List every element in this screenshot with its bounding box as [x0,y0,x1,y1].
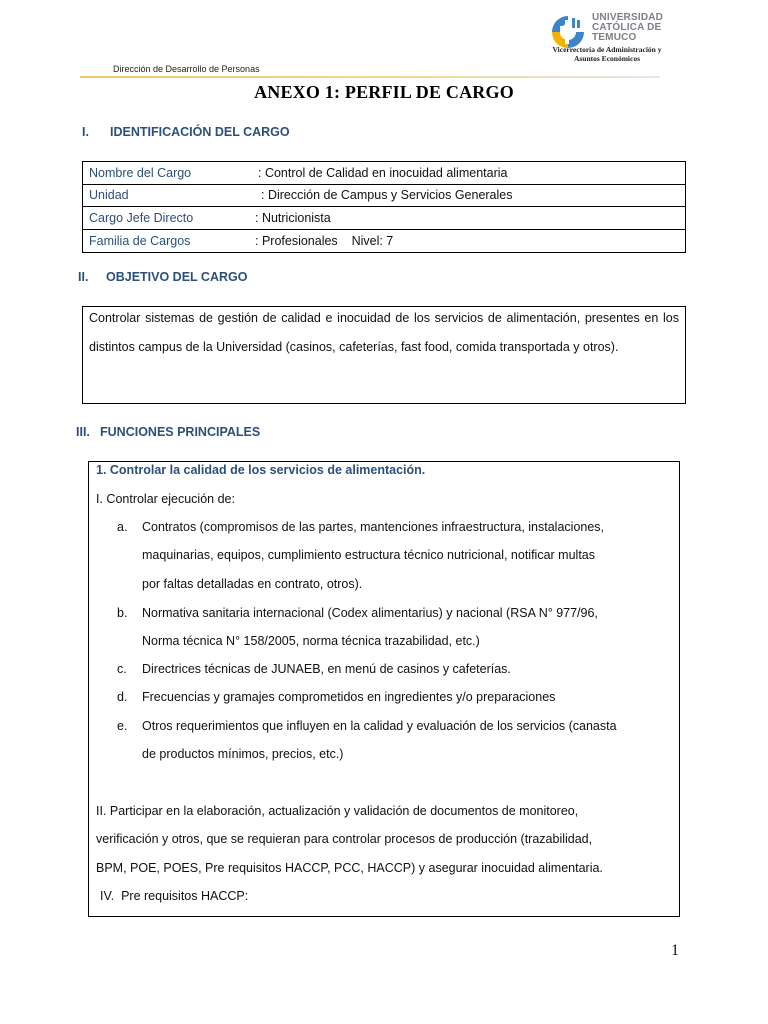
list-item: Norma técnica N° 158/2005, norma técnica trazabilidad, etc.) [142,634,480,648]
page-header [0,0,768,90]
objective-box [82,306,686,404]
header-divider [80,76,660,78]
vicerrectoria-name: Vicerrectoría de Administración y Asuntos Económicos [552,45,662,63]
list-item: maquinarias, equipos, cumplimiento estructura técnico nutricional, notificar multas [142,548,595,562]
list-marker: b. [117,606,128,620]
row-label: Unidad [89,188,129,203]
row-label: Cargo Jefe Directo [89,210,194,225]
list-marker: c. [117,662,127,676]
sub-item-ii-line: II. Participar en la elaboración, actualización y validación de documentos de monitoreo, [96,804,579,818]
sub-item-ii-line: verificación y otros, que se requieran para controlar procesos de producción (trazabilidad, [96,832,593,846]
function-title: 1. Controlar la calidad de los servicios de alimentación. [96,463,426,477]
row-label: Familia de Cargos [89,233,191,248]
section-funciones-heading: III. FUNCIONES PRINCIPALES [76,425,261,439]
sub-item-i: I. Controlar ejecución de: [96,492,235,506]
list-marker: e. [117,719,128,733]
table-row [83,185,685,208]
list-item: de productos mínimos, precios, etc.) [142,747,344,761]
table-row [83,162,685,185]
list-item: Normativa sanitaria internacional (Codex alimentarius) y nacional (RSA N° 977/96, [142,606,598,620]
list-marker: a. [117,520,128,534]
list-item: por faltas detalladas en contrato, otros). [142,577,363,591]
department-name: Dirección de Desarrollo de Personas [113,64,260,74]
section-identificacion-heading: I. IDENTIFICACIÓN DEL CARGO [82,125,290,139]
list-item: Otros requerimientos que influyen en la calidad y evaluación de los servicios (canasta [142,719,617,733]
row-value: : Profesionales Nivel: 7 [255,233,394,248]
row-value: : Dirección de Campus y Servicios Generales [261,188,513,203]
list-item: Frecuencias y gramajes comprometidos en ingredientes y/o preparaciones [142,690,556,704]
sub-item-ii-line: BPM, POE, POES, Pre requisitos HACCP, PCC, HACCP) y asegurar inocuidad alimentaria. [96,861,603,875]
table-row [83,207,685,230]
row-label: Nombre del Cargo [89,165,192,180]
university-name: UNIVERSIDAD CATÓLICA DE TEMUCO [592,12,664,43]
section-objetivo-heading: II. OBJETIVO DEL CARGO [78,270,248,284]
page-number: 1 [671,942,679,959]
table-row [83,230,685,253]
list-item: Directrices técnicas de JUNAEB, en menú de casinos y cafeterías. [142,662,511,676]
list-item: Contratos (compromisos de las partes, mantenciones infraestructura, instalaciones, [142,520,605,534]
objective-text: Controlar sistemas de gestión de calidad e inocuidad de los servicios de alimentación, presentes en los distintos campus de la Universidad (casinos, cafeterías, fast food, comida transportada y otros). [89,311,679,354]
sub-item-iv: IV. Pre requisitos HACCP: [100,889,249,903]
row-value: : Nutricionista [255,210,331,225]
document-title: ANEXO 1: PERFIL DE CARGO [254,82,514,102]
list-marker: d. [117,690,128,704]
identification-table [82,161,686,253]
row-value: : Control de Calidad en inocuidad alimentaria [258,165,508,180]
